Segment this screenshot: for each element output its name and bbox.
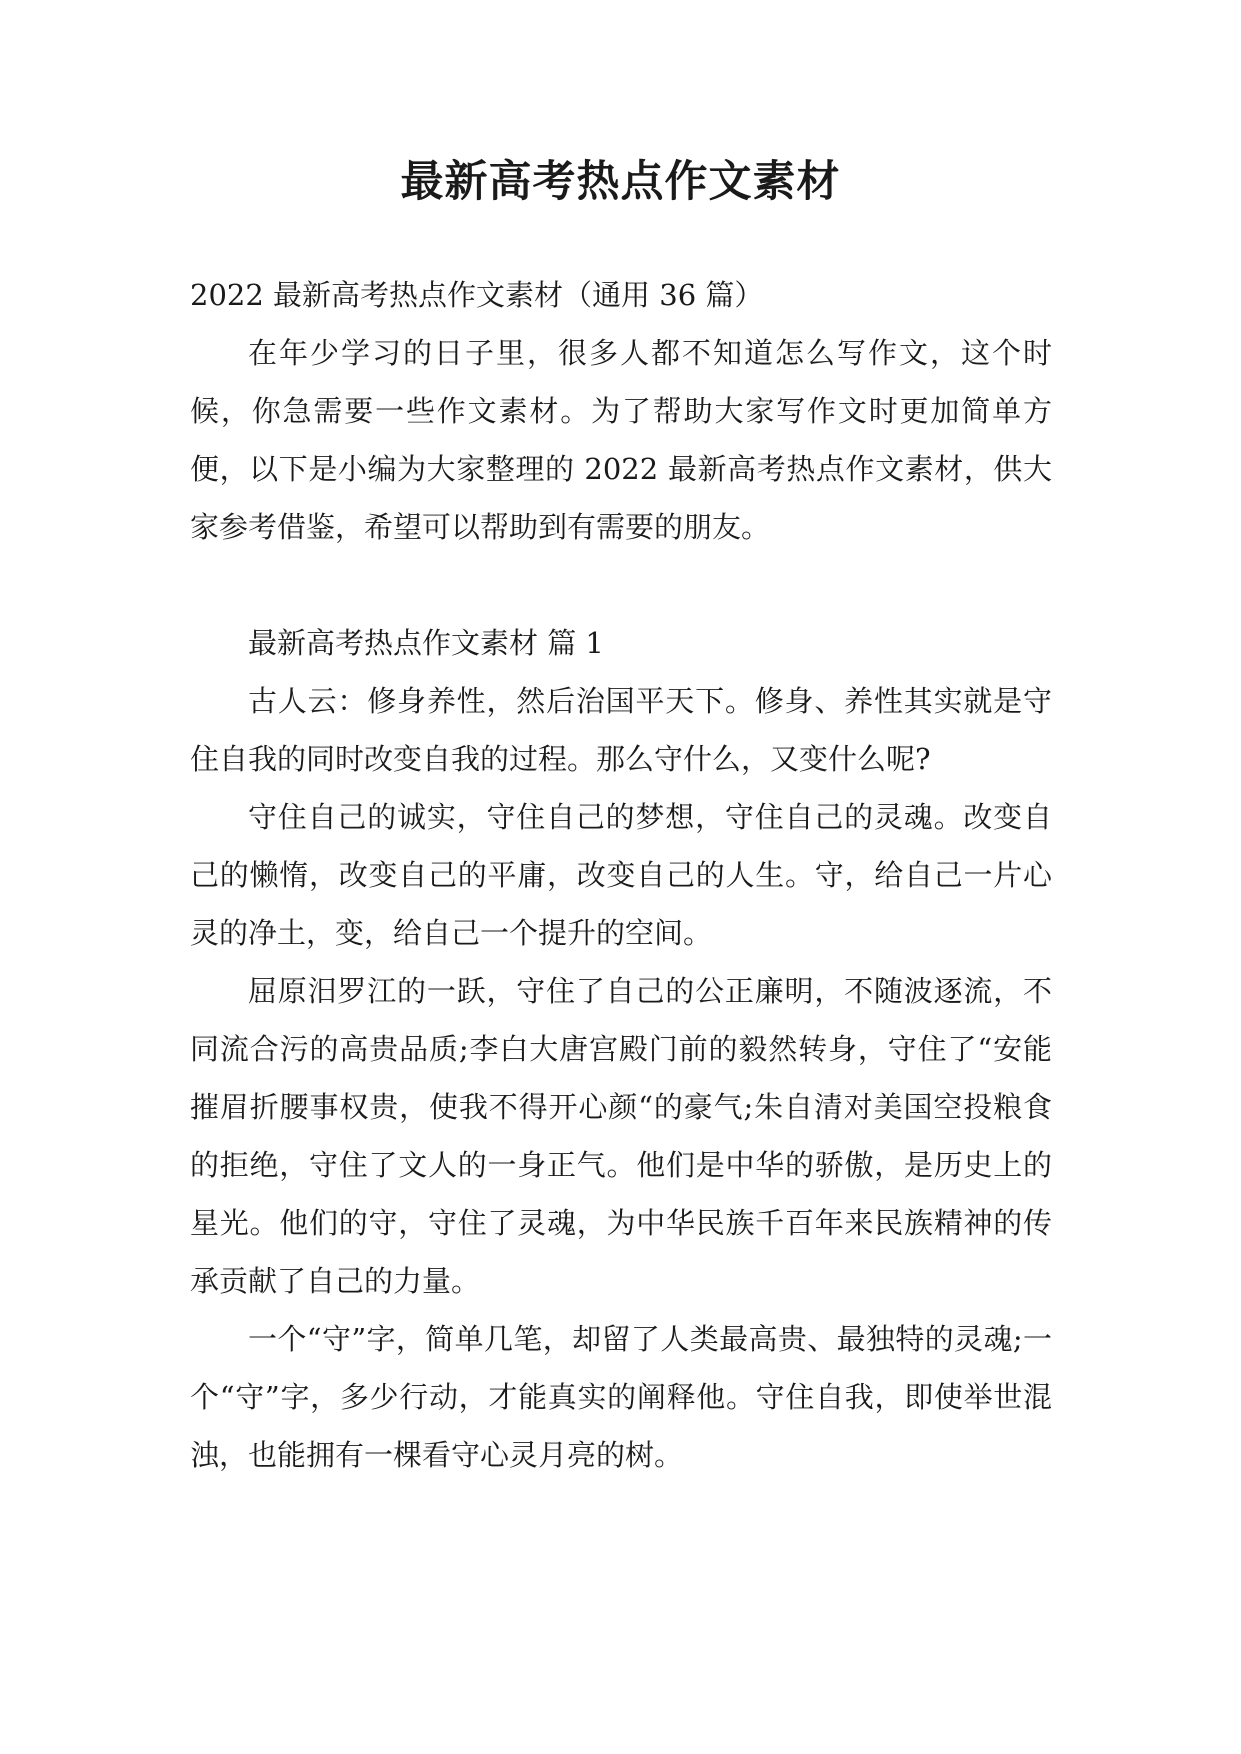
body-paragraph: 一个“守”字，简单几笔，却留了人类最高贵、最独特的灵魂;一个“守”字，多少行动，才能真实的阐释他。守住自我，即使举世混浊，也能拥有一棵看守心灵月亮的树。 xyxy=(190,1322,1052,1472)
body-paragraph: 古人云：修身养性，然后治国平天下。修身、养性其实就是守住自我的同时改变自我的过程。那么守什么，又变什么呢? xyxy=(190,684,1052,776)
body-paragraph: 守住自己的诚实，守住自己的梦想，守住自己的灵魂。改变自己的懒惰，改变自己的平庸，改变自己的人生。守，给自己一片心灵的净土，变，给自己一个提升的空间。 xyxy=(190,800,1052,950)
section-heading: 最新高考热点作文素材 篇 1 xyxy=(248,626,604,660)
document-body xyxy=(190,266,1052,1484)
intro-paragraph: 在年少学习的日子里，很多人都不知道怎么写作文，这个时候，你急需要一些作文素材。为了帮助大家写作文时更加简单方便，以下是小编为大家整理的 2022 最新高考热点作文素材，供大家参考借鉴，希望可以帮助到有需要的朋友。 xyxy=(190,336,1052,544)
document-title: 最新高考热点作文素材 xyxy=(400,157,841,207)
body-paragraph: 屈原汨罗江的一跃，守住了自己的公正廉明，不随波逐流，不同流合污的高贵品质;李白大唐宫殿门前的毅然转身，守住了“安能摧眉折腰事权贵，使我不得开心颜“的豪气;朱自清对美国空投粮食的拒绝，守住了文人的一身正气。他们是中华的骄傲，是历史上的星光。他们的守，守住了灵魂，为中华民族千百年来民族精神的传承贡献了自己的力量。 xyxy=(190,974,1052,1298)
document-subtitle: 2022 最新高考热点作文素材（通用 36 篇） xyxy=(190,278,764,312)
